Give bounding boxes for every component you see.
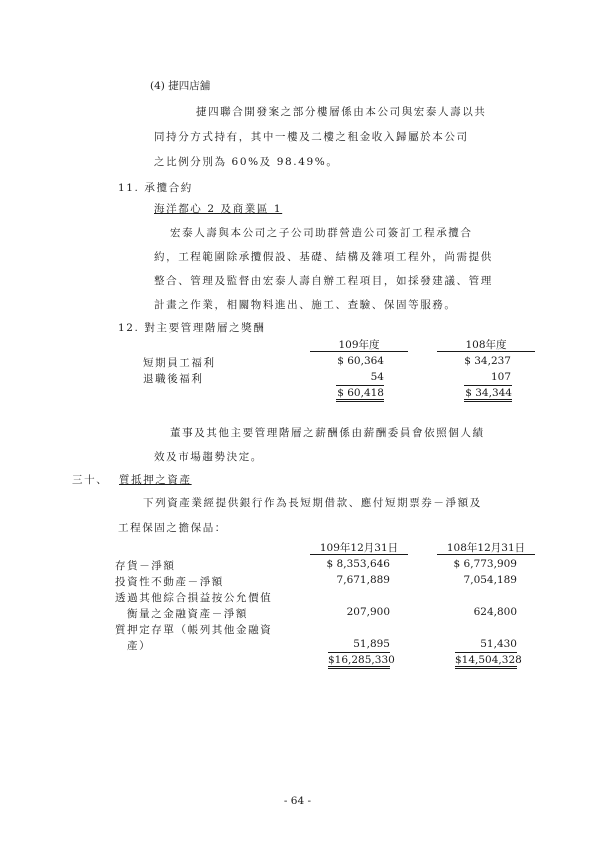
header-rule xyxy=(437,351,535,352)
section-12-paragraph-line: 效及市場趨勢決定。 xyxy=(154,451,263,463)
section-4-paragraph-line: 同持分方式持有，其中一樓及二樓之租金收入歸屬於本公司 xyxy=(154,131,469,143)
subtotal-rule xyxy=(328,652,390,653)
header-rule xyxy=(310,554,408,555)
row-label: 存貨－淨額 xyxy=(115,560,176,572)
row-value-108: 51,430 xyxy=(480,638,517,650)
row-label: 短期員工福利 xyxy=(143,357,216,369)
section-11-paragraph-line: 約，工程範圍除承攬假設、基礎、結構及雜項工程外，尚需提供 xyxy=(154,251,493,263)
row-label: 透過其他綜合損益按公允價值 xyxy=(115,592,273,604)
section-12-paragraph-line: 董事及其他主要管理階層之薪酬係由薪酬委員會依照個人績 xyxy=(170,427,485,439)
row-value-108: 624,800 xyxy=(473,606,517,618)
row-value-108: $ 34,237 xyxy=(464,355,511,367)
page-number: - 64 - xyxy=(283,795,312,807)
subtotal-rule xyxy=(455,652,517,653)
row-label: 投資性不動產－淨額 xyxy=(115,576,224,588)
section-11-paragraph-line: 宏泰人壽與本公司之子公司助群營造公司簽訂工程承攬合 xyxy=(170,227,473,239)
subtotal-rule xyxy=(464,385,512,386)
section-11-heading: 11. 承攬合約 xyxy=(118,182,193,194)
row-value-108: $ 6,773,909 xyxy=(453,558,517,570)
total-value-109: $ 60,418 xyxy=(336,387,384,402)
section-30-number: 三十、 xyxy=(72,474,109,486)
row-value-109: 7,671,889 xyxy=(336,574,390,586)
total-value-108: $ 34,344 xyxy=(464,387,512,402)
row-value-109: 51,895 xyxy=(353,638,390,650)
header-rule xyxy=(437,554,535,555)
section-11-subheading: 海洋都心 2 及商業區 1 xyxy=(154,203,283,215)
table-header-108-12-31: 108年12月31日 xyxy=(446,542,526,554)
section-4-heading: (4) 捷四店舖 xyxy=(150,80,211,92)
row-value-109: $ 8,353,646 xyxy=(326,558,390,570)
section-4-paragraph-line: 捷四聯合開發案之部分樓層係由本公司與宏泰人壽以共 xyxy=(196,106,487,118)
section-4-paragraph-line: 之比例分別為 60%及 98.49%。 xyxy=(154,156,339,168)
row-label: 退職後福利 xyxy=(143,373,204,385)
row-value-109: $ 60,364 xyxy=(337,355,384,367)
section-11-paragraph-line: 計畫之作業，相關物料進出、施工、查驗、保固等服務。 xyxy=(154,299,457,311)
row-label: 產） xyxy=(127,640,152,652)
row-label: 衡量之金融資產－淨額 xyxy=(127,608,248,620)
total-value-109: $16,285,330 xyxy=(328,654,390,669)
table-header-109-12-31: 109年12月31日 xyxy=(319,542,399,554)
section-30-paragraph-line: 下列資產業經提供銀行作為長短期借款、應付短期票券－淨額及 xyxy=(143,497,482,509)
table-header-108: 108年度 xyxy=(465,339,507,351)
row-value-109: 207,900 xyxy=(346,606,390,618)
subtotal-rule xyxy=(336,385,384,386)
table-header-109: 109年度 xyxy=(338,339,380,351)
row-value-109: 54 xyxy=(370,371,384,383)
section-12-heading: 12. 對主要管理階層之獎酬 xyxy=(118,322,266,334)
total-value-108: $14,504,328 xyxy=(455,654,517,669)
row-value-108: 107 xyxy=(490,371,511,383)
header-rule xyxy=(310,351,408,352)
section-30-heading: 質抵押之資產 xyxy=(119,474,192,486)
section-11-paragraph-line: 整合、管理及監督由宏泰人壽自辦工程項目，如採發建議、管理 xyxy=(154,275,493,287)
row-value-108: 7,054,189 xyxy=(463,574,517,586)
section-30-paragraph-line: 工程保固之擔保品： xyxy=(118,522,227,534)
row-label: 質押定存單（帳列其他金融資 xyxy=(115,624,273,636)
